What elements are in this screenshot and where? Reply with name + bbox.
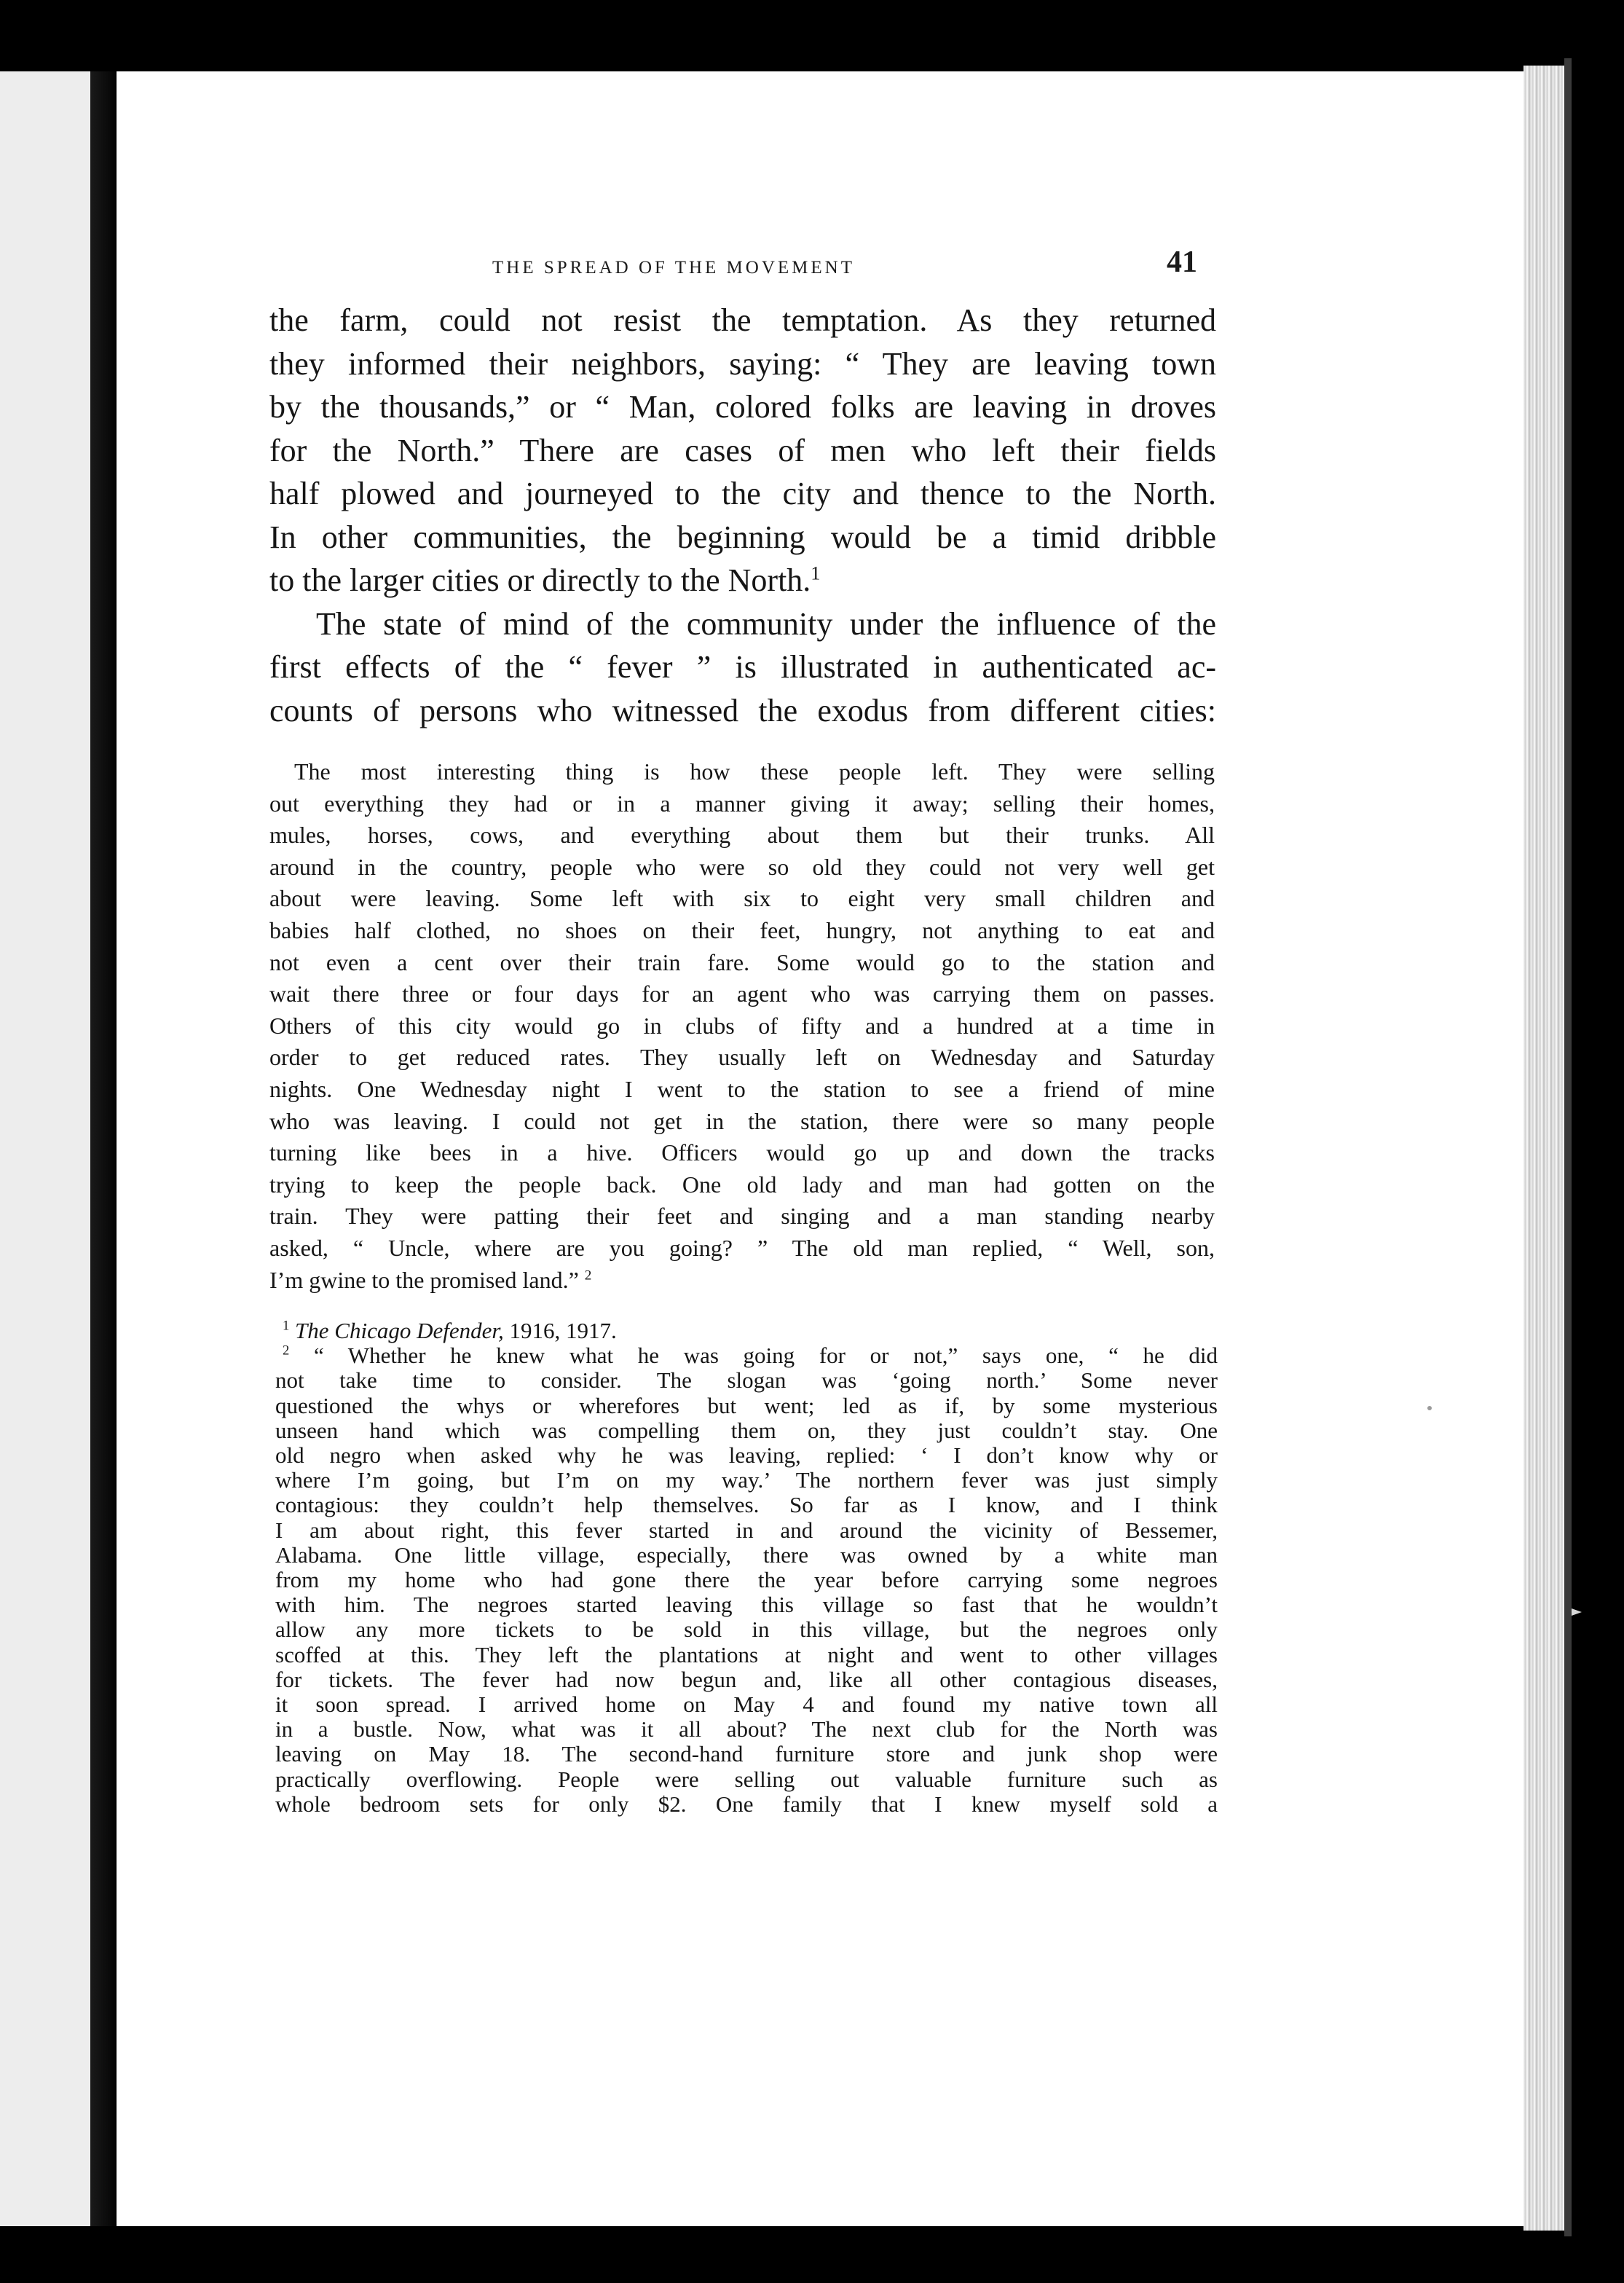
- footnote-1: [275, 1319, 1218, 1343]
- quote-line: The most interesting thing is how these people left. They were selling: [294, 758, 1215, 785]
- quote-line: asked, “ Uncle, where are you going? ” The old man replied, “ Well, son,: [269, 1234, 1215, 1261]
- quote-line: order to get reduced rates. They usually left on Wednesday and Saturday: [269, 1044, 1215, 1071]
- quote-line: babies half clothed, no shoes on their feet, hungry, not anything to eat and: [269, 916, 1215, 943]
- quote-line: around in the country, people who were so old they could not very well get: [269, 853, 1215, 880]
- main-text: [269, 299, 1216, 732]
- footnote-ref-1: 1: [811, 562, 821, 584]
- text-line: In other communities, the beginning would be a timid dribble: [269, 519, 1216, 555]
- footnote-marker-2: 2: [283, 1343, 290, 1359]
- text-line: first effects of the “ fever ” is illustrated in authenticated ac-: [269, 649, 1216, 685]
- footnote-2-line: whole bedroom sets for only $2. One family that I knew myself sold a: [275, 1791, 1218, 1817]
- footnote-ref-2: 2: [584, 1267, 592, 1283]
- text-line: they informed their neighbors, saying: “ They are leaving town: [269, 345, 1216, 382]
- scan-edge-mark: [1572, 1608, 1582, 1616]
- text-line: for the North.” There are cases of men who left their fields: [269, 432, 1216, 468]
- text-line: The state of mind of the community under the influence of the: [316, 605, 1216, 642]
- footnote-2-line: where I’m going, but I’m on my way.’ The northern fever was just simply: [275, 1467, 1218, 1493]
- text-line-content: to the larger cities or directly to the North.: [269, 562, 811, 598]
- quote-line: not even a cent over their train fare. Some would go to the station and: [269, 948, 1215, 975]
- footnote-2-line: Alabama. One little village, especially, there was owned by a white man: [275, 1541, 1218, 1568]
- footnote-2-line: I am about right, this fever started in and around the vicinity of Bessemer,: [275, 1517, 1218, 1543]
- footnote-2-line: unseen hand which was compelling them on, they just couldn’t stay. One: [275, 1417, 1218, 1443]
- footnote-2-line: not take time to consider. The slogan was ‘going north.’ Some never: [275, 1367, 1218, 1394]
- text-line-last: [269, 559, 1216, 602]
- text-line: counts of persons who witnessed the exodus from different cities:: [269, 692, 1216, 728]
- footnote-2-line: [275, 1343, 1218, 1368]
- footnote-2-line: for tickets. The fever had now begun and, like all other contagious diseases,: [275, 1666, 1218, 1692]
- quote-line-content: I’m gwine to the promised land.”: [269, 1266, 579, 1293]
- quote-line: trying to keep the people back. One old lady and man had gotten on the: [269, 1171, 1215, 1198]
- quote-line: mules, horses, cows, and everything about them but their trunks. All: [269, 822, 1215, 849]
- quote-line: train. They were patting their feet and singing and a man standing nearby: [269, 1203, 1215, 1230]
- footnote-2-line: with him. The negroes started leaving this village so fast that he wouldn’t: [275, 1592, 1218, 1618]
- footnote-2-line: scoffed at this. They left the plantations at night and went to other villages: [275, 1641, 1218, 1667]
- footnote-2-line: allow any more tickets to be sold in this village, but the negroes only: [275, 1616, 1218, 1643]
- footnote-2-line: contagious: they couldn’t help themselves. So far as I know, and I think: [275, 1492, 1218, 1518]
- facing-page-edge: [0, 71, 90, 2226]
- text-line: half plowed and journeyed to the city and thence to the North.: [269, 476, 1216, 511]
- block-quote: [269, 756, 1215, 1296]
- book-cover-edge: [1564, 58, 1572, 2236]
- quote-line: nights. One Wednesday night I went to the station to see a friend of mine: [269, 1075, 1215, 1102]
- footnote-1-source: The Chicago Defender,: [295, 1318, 504, 1343]
- page-block-edges: [1524, 66, 1564, 2231]
- book-gutter: [90, 71, 115, 2226]
- footnote-2-line: old negro when asked why he was leaving, replied: ‘ I don’t know why or: [275, 1442, 1218, 1469]
- paper-speck: [1427, 1406, 1432, 1410]
- quote-line: wait there three or four days for an agent who was carrying them on passes.: [269, 981, 1215, 1007]
- quote-line: who was leaving. I could not get in the station, there were so many people: [269, 1107, 1215, 1134]
- footnote-2-text: “ Whether he knew what he was going for or not,” says one, “ he did: [313, 1343, 1218, 1369]
- page-header: [269, 245, 1216, 288]
- footnotes: [275, 1319, 1218, 1817]
- quote-line: turning like bees in a hive. Officers would go up and down the tracks: [269, 1139, 1215, 1166]
- footnote-2-line: it soon spread. I arrived home on May 4 and found my native town all: [275, 1691, 1218, 1718]
- text-line: the farm, could not resist the temptation. As they returned: [269, 302, 1216, 338]
- footnote-1-years: 1916, 1917.: [509, 1318, 617, 1343]
- footnote-2-line: leaving on May 18. The second-hand furniture store and junk shop were: [275, 1741, 1218, 1767]
- footnote-2-line: questioned the whys or wherefores but went; led as if, by some mysterious: [275, 1392, 1218, 1418]
- quote-line: Others of this city would go in clubs of fifty and a hundred at a time in: [269, 1012, 1215, 1039]
- quote-line: out everything they had or in a manner giving it away; selling their homes,: [269, 790, 1215, 817]
- footnote-2-line: practically overflowing. People were selling out valuable furniture such as: [275, 1766, 1218, 1792]
- paragraph-2: [269, 602, 1216, 733]
- quote-line-last: [269, 1265, 1215, 1297]
- paragraph-1: [269, 299, 1216, 602]
- page-number: 41: [1167, 245, 1197, 279]
- footnote-2-line: from my home who had gone there the year before carrying some negroes: [275, 1567, 1218, 1593]
- running-head: THE SPREAD OF THE MOVEMENT: [492, 258, 855, 278]
- text-line: by the thousands,” or “ Man, colored folks are leaving in droves: [269, 389, 1216, 425]
- footnote-marker-1: 1: [283, 1318, 290, 1334]
- quote-line: about were leaving. Some left with six to eight very small children and: [269, 885, 1215, 912]
- footnote-2-line: in a bustle. Now, what was it all about? The next club for the North was: [275, 1716, 1218, 1742]
